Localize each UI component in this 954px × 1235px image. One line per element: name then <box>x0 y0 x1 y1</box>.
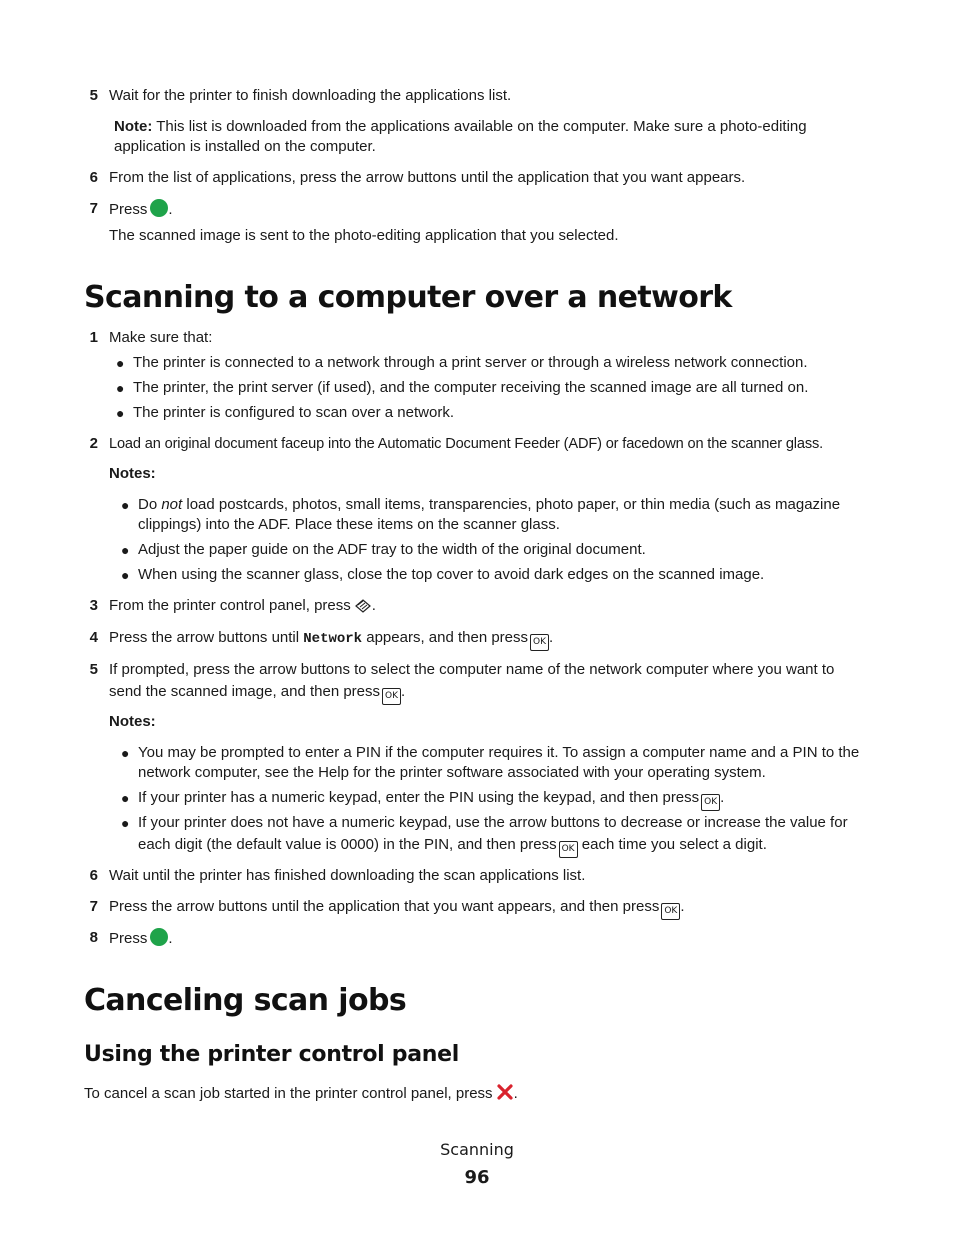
text: load postcards, photos, small items, transparencies, photo paper, or thin media (such as magazine <box>182 496 841 513</box>
bullet-text: The printer is configured to scan over a network. <box>133 404 454 421</box>
step-number: 6 <box>89 867 98 884</box>
punct: . <box>680 898 685 915</box>
step-text <box>109 928 173 949</box>
bullet-dot: ● <box>121 567 130 583</box>
step-number: 5 <box>89 87 98 104</box>
punct: . <box>168 930 173 947</box>
text: appears, and then press <box>362 629 529 646</box>
text: each time you select a digit. <box>577 836 767 853</box>
bullet-dot: ● <box>116 405 125 421</box>
menu-option-code: Network <box>303 631 363 647</box>
step-text: Make sure that: <box>109 329 213 346</box>
notes-label: Notes: <box>109 713 156 730</box>
bullet-text-line2: network computer, see the Help for the printer software associated with your operating system. <box>138 764 766 781</box>
heading-canceling-scan-jobs: Canceling scan jobs <box>84 983 407 1018</box>
emphasis: not <box>161 496 183 513</box>
note <box>114 117 807 137</box>
step-number: 2 <box>89 435 98 452</box>
ok-button-icon: OK <box>530 634 549 651</box>
bullet-dot: ● <box>121 542 130 558</box>
step-number: 1 <box>89 329 98 346</box>
text: Press the arrow buttons until the application that you want appears, and then press <box>109 898 660 915</box>
text: From the printer control panel, press <box>109 597 351 614</box>
step-text: Load an original document faceup into the Automatic Document Feeder (ADF) or facedown on the scanner glass. <box>109 436 824 452</box>
page-number: 96 <box>464 1167 490 1188</box>
heading-scanning-network: Scanning to a computer over a network <box>84 280 732 315</box>
punct: . <box>720 789 725 806</box>
step-text <box>109 897 685 920</box>
step-number: 8 <box>89 929 98 946</box>
step-result: The scanned image is sent to the photo-editing application that you selected. <box>109 227 619 244</box>
scan-icon <box>354 596 372 614</box>
text: each digit (the default value is 0000) in the PIN, and then press <box>138 836 557 853</box>
text: Press <box>109 930 148 947</box>
footer-section: Scanning <box>440 1140 514 1159</box>
bullet-text: When using the scanner glass, close the top cover to avoid dark edges on the scanned image. <box>138 566 765 583</box>
bullet-text: If your printer does not have a numeric keypad, use the arrow buttons to decrease or increase the value for <box>138 814 848 831</box>
step-number: 4 <box>89 629 98 646</box>
cancel-x-icon <box>496 1083 514 1101</box>
bullet-text <box>138 495 840 515</box>
text: To cancel a scan job started in the printer control panel, press <box>84 1085 493 1102</box>
bullet-text <box>138 788 724 811</box>
bullet-dot: ● <box>121 745 130 761</box>
start-button-icon <box>150 928 168 946</box>
punct: . <box>401 683 406 700</box>
step-text-line2 <box>109 682 405 705</box>
bullet-text: The printer is connected to a network through a print server or through a wireless network connection. <box>133 354 808 371</box>
step-number: 7 <box>89 898 98 915</box>
note-text: This list is downloaded from the applications available on the computer. Make sure a photo-editing <box>152 118 807 135</box>
step-text <box>109 628 553 651</box>
ok-button-icon: OK <box>661 903 680 920</box>
punct: . <box>549 629 554 646</box>
text: Press the arrow buttons until <box>109 629 304 646</box>
step-text: If prompted, press the arrow buttons to select the computer name of the network computer where you want to <box>109 661 835 678</box>
ok-button-icon: OK <box>559 841 578 858</box>
step-text: Wait until the printer has finished downloading the scan applications list. <box>109 867 586 884</box>
text: If your printer has a numeric keypad, enter the PIN using the keypad, and then press <box>138 789 700 806</box>
ok-button-icon: OK <box>382 688 401 705</box>
bullet-dot: ● <box>121 790 130 806</box>
bullet-text-line2 <box>138 835 767 858</box>
subheading-printer-control-panel: Using the printer control panel <box>84 1042 459 1067</box>
step-text <box>109 199 173 220</box>
bullet-text-line2: clippings) into the ADF. Place these items on the scanner glass. <box>138 516 560 533</box>
bullet-text: You may be prompted to enter a PIN if the computer requires it. To assign a computer name and a PIN to the <box>138 744 860 761</box>
note-label: Note: <box>114 118 153 135</box>
punct: . <box>168 201 173 218</box>
text: Do <box>138 496 162 513</box>
step-number: 6 <box>89 169 98 186</box>
bullet-dot: ● <box>116 355 125 371</box>
bullet-dot: ● <box>121 497 130 513</box>
bullet-dot: ● <box>121 815 130 831</box>
notes-label: Notes: <box>109 465 156 482</box>
step-number: 7 <box>89 200 98 217</box>
step-text <box>109 596 376 616</box>
punct: . <box>371 597 376 614</box>
bullet-text: The printer, the print server (if used), and the computer receiving the scanned image are all turned on. <box>133 379 809 396</box>
paragraph <box>84 1083 518 1104</box>
start-button-icon <box>150 199 168 217</box>
bullet-text: Adjust the paper guide on the ADF tray to the width of the original document. <box>138 541 646 558</box>
step-number: 5 <box>89 661 98 678</box>
bullet-dot: ● <box>116 380 125 396</box>
text: send the scanned image, and then press <box>109 683 381 700</box>
step-text-label: Press <box>109 201 148 218</box>
ok-button-icon: OK <box>701 794 720 811</box>
punct: . <box>513 1085 518 1102</box>
step-text: From the list of applications, press the arrow buttons until the application that you want appears. <box>109 169 746 186</box>
step-number: 3 <box>89 597 98 614</box>
note-text-line2: application is installed on the computer. <box>114 138 376 155</box>
step-text: Wait for the printer to finish downloading the applications list. <box>109 87 512 104</box>
